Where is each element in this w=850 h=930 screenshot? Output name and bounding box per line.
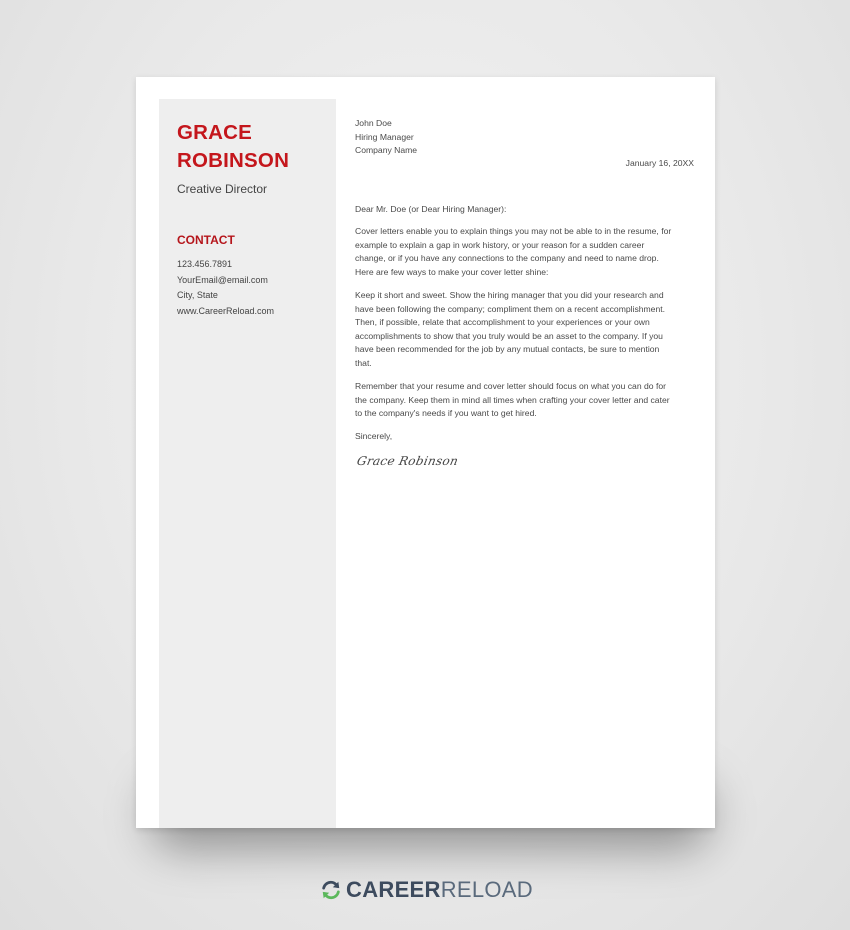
career-reload-logo [320,877,533,903]
applicant-first-name: GRACE [177,121,253,144]
logo-text-light: RELOAD [440,877,533,902]
paragraph-1: Cover letters enable you to explain things you may not be able to in the resume, for example to explain a gap in work history, or your reason for a sudden career change, or if you have any connections to the company and need to name drop. Here are few ways to make your cover letter shine: [355,226,672,277]
contact-website: www.CareerReload.com [177,305,275,316]
applicant-name [177,119,289,175]
signature: Grace Robinson [355,454,460,468]
salutation: Dear Mr. Doe (or Dear Hiring Manager): [355,204,507,214]
contact-list [177,257,274,319]
contact-phone: 123.456.7891 [177,259,233,269]
sidebar [159,99,336,828]
contact-location: City, State [177,290,218,301]
letter-date: January 16, 20XX [625,158,694,168]
refresh-cycle-icon [320,879,342,901]
recipient-block [355,117,675,158]
cover-letter-page [136,77,715,828]
logo-wordmark [346,877,533,903]
recipient-name: John Doe [355,118,392,128]
applicant-last-name: ROBINSON [177,149,290,172]
paragraph-2: Keep it short and sweet. Show the hiring manager that you did your research and have been following the company; compliment them on a recent accomplishment. Then, if possible, relate that accomplishment to your experiences or your own accomplishments to show that you truly would be an asset to the company. If you have been recommended for the job by any mutual contacts, be sure to mention that. [355,290,666,368]
recipient-title: Hiring Manager [355,131,414,142]
letter-body [355,117,694,468]
recipient-company: Company Name [355,145,418,155]
contact-heading: CONTACT [177,233,235,247]
applicant-role: Creative Director [177,182,268,196]
paragraph-3: Remember that your resume and cover letter should focus on what you can do for the company. Keep them in mind all times when crafting your cover letter and cater to the company's needs if you want to get hired. [355,381,670,418]
logo-text-bold: CAREER [346,877,441,902]
contact-email: YourEmail@email.com [177,274,268,285]
closing: Sincerely, [355,431,393,441]
